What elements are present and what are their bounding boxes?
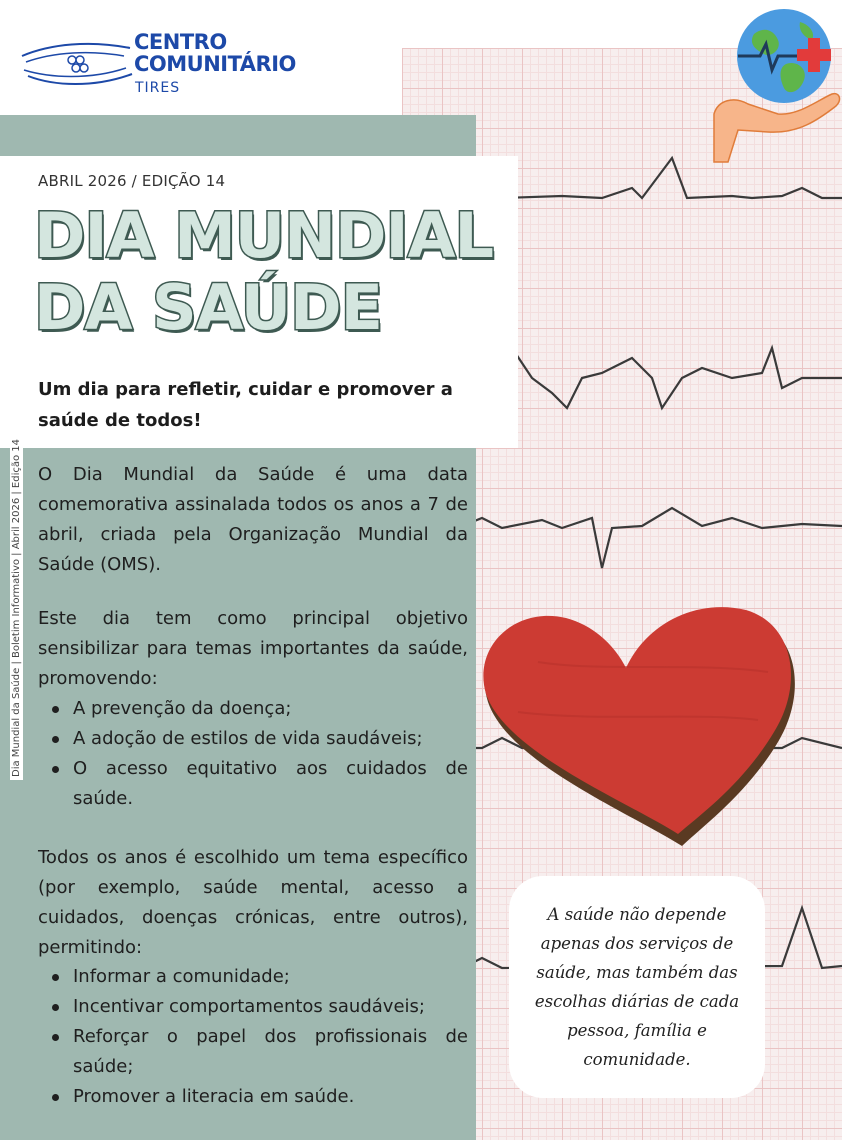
list-item: Reforçar o papel dos profissionais de saúde; [38,1022,468,1082]
page-title-line1: DIA MUNDIAL [34,199,494,272]
sage-band-top [0,115,476,157]
list-item: Promover a literacia em saúde. [38,1082,468,1112]
org-name-line2: COMUNITÁRIO [134,52,296,76]
allow-list [38,962,468,1112]
promote-list [38,694,468,814]
side-label-text: Dia Mundial da Saúde | Boletim Informativo | Abril 2026 | Edição 14 [10,436,23,780]
page-title-line2: DA SAÚDE [34,271,382,344]
quote-card [509,876,765,1098]
objective-paragraph: Este dia tem como principal objetivo sensibilizar para temas importantes da saúde, promovendo: [38,608,468,689]
wooden-heart-image [478,602,802,852]
globe-in-hand-heartbeat-icon [708,4,842,164]
list-item: Informar a comunidade; [38,962,468,992]
theme-paragraph: Todos os anos é escolhido um tema específico (por exemplo, saúde mental, acesso a cuidados, doenças crónicas, entre outros), permitindo: [38,847,468,958]
edition-label: ABRIL 2026 / EDIÇÃO 14 [38,172,226,190]
org-name-line1: CENTRO [134,30,227,54]
hands-holding-people-icon [20,30,135,102]
page-title [34,200,493,344]
list-item: O acesso equitativo aos cuidados de saúde. [38,754,468,814]
org-location: TIRES [135,80,181,96]
list-item: A prevenção da doença; [38,694,468,724]
list-item: A adoção de estilos de vida saudáveis; [38,724,468,754]
list-item: Incentivar comportamentos saudáveis; [38,992,468,1022]
intro-paragraph: O Dia Mundial da Saúde é uma data comemorativa assinalada todos os anos a 7 de abril, criada pela Organização Mundial da Saúde (OMS). [38,464,468,575]
subtitle: Um dia para refletir, cuidar e promover a saúde de todos! [38,379,453,431]
quote-text: A saúde não depende apenas dos serviços de saúde, mas também das escolhas diárias de cada pessoa, família e comunidade. [534,905,740,1069]
org-name [134,31,296,75]
